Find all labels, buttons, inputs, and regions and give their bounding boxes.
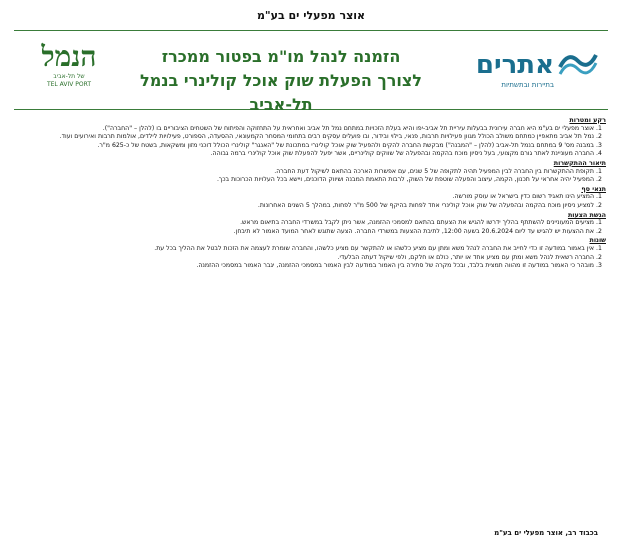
wave-logo-icon <box>558 47 598 77</box>
port-logo-mark: הנמל <box>41 40 97 73</box>
atarim-logo-name: אתרים <box>475 50 554 80</box>
section-misc <box>16 236 606 270</box>
advertisement <box>14 8 608 541</box>
list-item: 1. אוצר מפעלי ים בע"מ היא חברה עירונית בבעלות עיריית תל אביב-יפו והיא בעלת הזכויות במתחם נמל תל אביב ואחראית על התחזוקה והפיתוח של השטחים הציבוריים בו (להלן – "החברה"). <box>16 125 594 134</box>
section-heading: תיאור ההתקשרות <box>553 158 606 167</box>
section-threshold <box>16 185 606 211</box>
publisher-name: אוצר מפעלי ים בע"מ <box>256 9 366 22</box>
header-banner <box>14 30 608 114</box>
list-item: 1. תקופת ההתקשרות בין החברה לבין המפעיל תהיה לתקופה של 5 שנים, עם אפשרות הארכה בהתאם לשיקול דעת החברה. <box>16 168 594 177</box>
list-item: 2. את ההצעות יש להגיש עד ליום 20.6.2024 בשעה 12:00, לתיבת ההצעות במשרדי החברה. הצעה שתוגש לאחר המועד האמור לא תיבחן. <box>16 228 594 237</box>
section-heading: רקע ומטרות <box>569 116 606 124</box>
list-item: 1. המציע הינו תאגיד רשום כדין בישראל או עוסק מורשה. <box>16 193 594 202</box>
list-item: 4. החברה מעוניינת לאתר גורם מקצועי, בעל ניסיון מוכח בהקמה ובהפעלה של שווקים קולינריים, אשר יפעל להפעלת שוק אוכל קולינרי ברמה גבוהה. <box>16 150 594 159</box>
section-heading: הגשת הצעות <box>567 210 606 219</box>
section-background <box>16 116 606 159</box>
section-submission <box>16 211 606 237</box>
list-item: 2. למציע ניסיון מוכח בהקמה ובהפעלה של שוק אוכל קולינרי אחד לפחות בהיקף של 500 מ"ר לפחות, במהלך 5 השנים האחרונות. <box>16 202 594 211</box>
section-heading: תנאי סף <box>581 184 606 193</box>
list-item: 2. החברה רשאית לנהל משא ומתן עם מציע אחד או יותר, כולם או חלקם, ולפי שיקול דעתה הבלעדי. <box>16 254 594 263</box>
atarim-logo <box>452 43 602 99</box>
port-logo <box>34 41 104 105</box>
port-logo-sub: של תל-אביב <box>53 73 85 80</box>
title-line-2: לצורך הפעלת שוק אוכל קולינרי בנמל תל-אביב <box>140 71 422 114</box>
page-title <box>114 45 448 117</box>
section-engagement <box>16 159 606 185</box>
list-item: 3. מובהר כי האמור במודעה זו מהווה תמצית בלבד, ובכל מקרה של סתירה בין האמור במודעה לבין האמור במסמכי ההזמנה, יגבר האמור במסמכי ההזמנה. <box>16 262 594 271</box>
list-item: 2. נמל תל אביב מתאפיין כמתחם משולב הכולל מגוון פעילויות תרבות, פנאי, בילוי ובידור, ובו פועלים עסקים רבים בתחומי המסחר הקמעונאי, ההסעדה, הספורט, פעילויות לילדים, אולמות תרבות ואירועים ועוד. <box>16 133 594 142</box>
port-logo-sub-en: TEL AVIV PORT <box>46 81 92 88</box>
list-item: 1. מציעים המעוניינים להשתתף בהליך ידרשו להגיש את הצעתם בהתאם למסמכי ההזמנה, אשר ניתן לקבל במשרדי החברה בתיאום מראש. <box>16 219 594 228</box>
list-item: 3. במבנה מס' 9 במתחם בנמל תל-אביב (להלן – "המבנה") מבקשת החברה להקים ולהפעיל שוק אוכל קולינרי במתכונת של "האנגר" קולינרי הכולל דוכני מזון ומשקאות, בשטח של כ-625 מ"ר. <box>16 142 594 151</box>
list-item: 2. המפעיל יהיה אחראי על תכנון, הקמה, עיצוב והפעלה שוטפת של השוק, לרבות התאמת המבנה ושיווק הדוכנים, ויישא בכל העלויות הכרוכות בכך. <box>16 176 594 185</box>
ad-body <box>16 116 606 523</box>
signoff: בכבוד רב, אוצר מפעלי ים בע"מ <box>494 529 598 537</box>
title-line-1: הזמנה לנהל מו"מ בפטור ממכרז <box>161 47 401 66</box>
atarim-logo-tagline: בתיירות ובתשתיות <box>501 81 554 89</box>
list-item: 1. אין באמור במודעה זו כדי לחייב את החברה לנהל משא ומתן עם מציע כלשהו או להתקשר עם מציע כלשהו, והחברה שומרת לעצמה את הזכות לבטל את ההליך בכל עת. <box>16 245 594 254</box>
section-heading: שונות <box>589 236 606 245</box>
